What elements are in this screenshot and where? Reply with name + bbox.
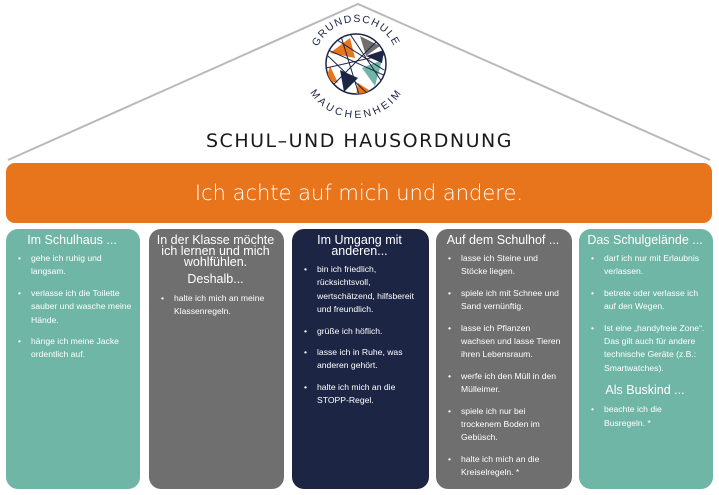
list-item: • werfe ich den Müll in den Mülleimer. (461, 370, 564, 397)
pillar-title: Im Umgang mit anderen... (317, 233, 402, 258)
pillar-subtitle: Deshalb... (187, 272, 244, 286)
rule-list (12, 252, 132, 362)
rule-list (155, 292, 276, 319)
rule-list (298, 263, 421, 408)
logo-text-bottom: MAUCHENHEIM (307, 87, 405, 120)
list-item: • lasse ich Steine und Stöcke liegen. (461, 252, 564, 279)
list-item: • halte ich mich an meine Klassenregeln. (174, 292, 276, 319)
rule-list (585, 252, 705, 375)
motto-banner: Ich achte auf mich und andere. (6, 163, 712, 223)
pillar-im-schulhaus (6, 229, 140, 489)
logo-text-top: GRUNDSCHULE (309, 12, 403, 49)
pillar-das-schulgelaende (579, 229, 713, 489)
list-item: • grüße ich höflich. (317, 325, 421, 338)
list-item: • darf ich nur mit Erlaubnis verlassen. (604, 252, 705, 279)
pillar-in-der-klasse (149, 229, 284, 489)
list-item: • Ist eine „handyfreie Zone“. Das gilt auch für andere technische Geräte (z.B.: Smartwatches). (604, 322, 705, 376)
school-logo (300, 8, 412, 120)
pillar-title: Das Schulgelände ... (587, 233, 703, 247)
list-item: • halte ich mich an die Kreiselregeln. * (461, 453, 564, 480)
pillar-subtitle: Als Buskind ... (605, 383, 685, 398)
rule-list (442, 252, 564, 480)
pillar-title: Auf dem Schulhof ... (446, 233, 560, 247)
list-item: • gehe ich ruhig und langsam. (31, 252, 132, 279)
list-item: • spiele ich nur bei trockenem Boden im Gebüsch. (461, 405, 564, 445)
rule-list (585, 403, 705, 430)
page-title: SCHUL–UND HAUSORDNUNG (206, 130, 513, 152)
pillar-auf-dem-schulhof (436, 229, 572, 489)
list-item: • beachte ich die Busregeln. * (604, 403, 705, 430)
list-item: • lasse ich Pflanzen wachsen und lasse Tieren ihren Lebensraum. (461, 322, 564, 362)
list-item: • hänge ich meine Jacke ordentlich auf. (31, 335, 132, 362)
list-item: • verlasse ich die Toilette sauber und wasche meine Hände. (31, 287, 132, 327)
list-item: • bin ich friedlich, rücksichtsvoll, wertschätzend, hilfsbereit und freundlich. (317, 263, 421, 317)
pillar-im-umgang (292, 229, 429, 489)
list-item: • spiele ich mit Schnee und Sand vernünftig. (461, 287, 564, 314)
list-item: • betrete oder verlasse ich auf den Wegen. (604, 287, 705, 314)
pillar-title: In der Klasse möchte ich lernen und mich wohlfühlen. (156, 233, 275, 269)
list-item: • lasse ich in Ruhe, was anderen gehört. (317, 346, 421, 373)
list-item: • halte ich mich an die STOPP-Regel. (317, 381, 421, 408)
pillar-title: Im Schulhaus ... (27, 233, 117, 247)
